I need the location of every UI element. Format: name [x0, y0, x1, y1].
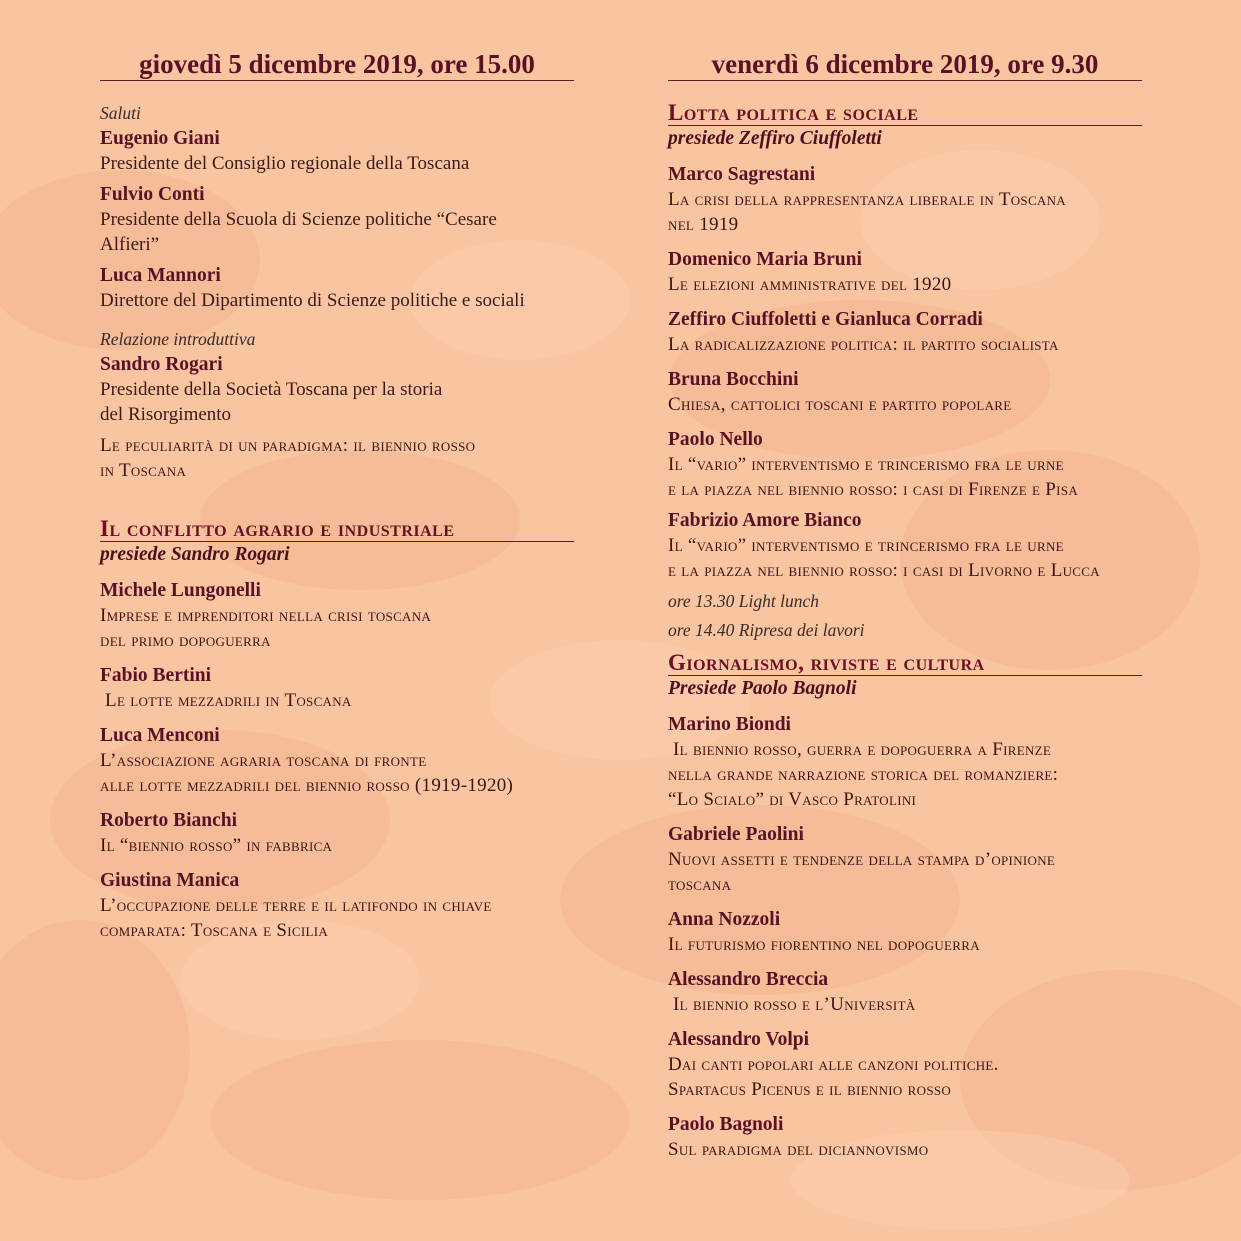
saluti-label: Saluti: [100, 103, 141, 123]
speaker-role: Presidente della Scuola di Scienze politiche “Cesare Alfieri”: [100, 209, 497, 255]
talk-item: [668, 162, 1142, 237]
talk-title: Nuovi assetti e tendenze della stampa d’opinione: [668, 849, 1056, 870]
talk-title: Imprese e imprenditori nella crisi toscana: [100, 605, 432, 626]
talk-title: Il biennio rosso e l’Università: [668, 994, 916, 1015]
talk-item: [668, 427, 1142, 502]
talk-title: La radicalizzazione politica: il partito socialista: [668, 334, 1059, 355]
talk-title: Il “biennio rosso” in fabbrica: [100, 835, 333, 856]
talk-title: e la piazza nel biennio rosso: i casi di Firenze e Pisa: [668, 479, 1079, 500]
speaker-name: Marino Biondi: [668, 714, 791, 735]
talk-title: Il futurismo fiorentino nel dopoguerra: [668, 934, 980, 955]
speaker-name: Sandro Rogari: [100, 354, 223, 375]
talk-item: [668, 307, 1142, 357]
talk-title: Sul paradigma del diciannovismo: [668, 1139, 929, 1160]
talk-item: [668, 822, 1142, 897]
talk-item: [100, 578, 574, 653]
talk-item: [668, 367, 1142, 417]
talk-title: Il “vario” interventismo e trincerismo fra le urne: [668, 535, 1064, 556]
talk-title: L’occupazione delle terre e il latifondo in chiave: [100, 895, 492, 916]
session-title: Lotta politica e sociale: [668, 101, 1142, 126]
talk-item: [100, 868, 574, 943]
talk-title: Le lotte mezzadrili in Toscana: [100, 690, 352, 711]
thursday-column: [100, 48, 574, 943]
speaker-name: Gabriele Paolini: [668, 824, 804, 845]
session-title: Il conflitto agrario e industriale: [100, 517, 574, 542]
speaker-name: Marco Sagrestani: [668, 164, 816, 185]
speaker-name: Fulvio Conti: [100, 184, 205, 205]
talk-title: nella grande narrazione storica del romanziere:: [668, 764, 1059, 785]
talk-title: Spartacus Picenus e il biennio rosso: [668, 1079, 952, 1100]
speaker-name: Alessandro Volpi: [668, 1029, 810, 1050]
talk-title: “Lo Scialo” di Vasco Pratolini: [668, 789, 917, 810]
thursday-date-heading: giovedì 5 dicembre 2019, ore 15.00: [100, 48, 574, 81]
resume-note: ore 14.40 Ripresa dei lavori: [668, 620, 865, 640]
session-chair: presiede Sandro Rogari: [100, 544, 290, 565]
speaker-name: Bruna Bocchini: [668, 369, 799, 390]
talk-item: [668, 967, 1142, 1017]
talk-title: L’associazione agraria toscana di fronte: [100, 750, 427, 771]
speaker-name: Giustina Manica: [100, 870, 240, 891]
talk-title: Il biennio rosso, guerra e dopoguerra a Firenze: [668, 739, 1052, 760]
lunch-break: ore 13.30 Light lunch: [668, 591, 820, 611]
speaker-name: Roberto Bianchi: [100, 810, 238, 831]
speaker-name: Anna Nozzoli: [668, 909, 781, 930]
speaker-role: del Risorgimento: [100, 404, 232, 425]
speaker-role: Direttore del Dipartimento di Scienze politiche e sociali: [100, 290, 525, 311]
talk-title: nel 1919: [668, 214, 739, 235]
talk-title: Il “vario” interventismo e trincerismo fra le urne: [668, 454, 1064, 475]
talk-title: del primo dopoguerra: [100, 630, 271, 651]
session-chair: presiede Zeffiro Ciuffoletti: [668, 128, 882, 149]
talk-title: Le elezioni amministrative del 1920: [668, 274, 952, 295]
speaker-name: Eugenio Giani: [100, 128, 220, 149]
talk-item: [668, 1027, 1142, 1102]
speaker-name: Luca Mannori: [100, 265, 221, 286]
speaker-role: Presidente della Società Toscana per la storia: [100, 379, 443, 400]
talk-title: Chiesa, cattolici toscani e partito popolare: [668, 394, 1012, 415]
friday-column: [668, 48, 1142, 1162]
talk-item: [668, 247, 1142, 297]
talk-item: [668, 508, 1142, 583]
session-title: Giornalismo, riviste e cultura: [668, 651, 1142, 676]
speaker-name: Michele Lungonelli: [100, 580, 261, 601]
speaker-role: Presidente del Consiglio regionale della Toscana: [100, 153, 470, 174]
session-chair: Presiede Paolo Bagnoli: [668, 678, 857, 699]
talk-item: [668, 712, 1142, 812]
talk-title: comparata: Toscana e Sicilia: [100, 920, 329, 941]
talk-title: alle lotte mezzadrili del biennio rosso (1919-1920): [100, 775, 514, 796]
talk-title: Dai canti popolari alle canzoni politiche.: [668, 1054, 999, 1075]
friday-date-heading: venerdì 6 dicembre 2019, ore 9.30: [668, 48, 1142, 81]
talk-title: in Toscana: [100, 460, 187, 481]
speaker-name: Fabrizio Amore Bianco: [668, 510, 862, 531]
speaker-name: Paolo Nello: [668, 429, 763, 450]
speaker-name: Luca Menconi: [100, 725, 220, 746]
talk-item: [668, 907, 1142, 957]
talk-title: Le peculiarità di un paradigma: il biennio rosso: [100, 435, 476, 456]
speaker-name: Zeffiro Ciuffoletti e Gianluca Corradi: [668, 309, 983, 330]
speaker-name: Paolo Bagnoli: [668, 1114, 784, 1135]
talk-item: [100, 663, 574, 713]
talk-item: [668, 1112, 1142, 1162]
speaker-name: Alessandro Breccia: [668, 969, 829, 990]
talk-item: [100, 723, 574, 798]
talk-title: La crisi della rappresentanza liberale in Toscana: [668, 189, 1066, 210]
talk-title: e la piazza nel biennio rosso: i casi di Livorno e Lucca: [668, 560, 1100, 581]
talk-item: [100, 808, 574, 858]
intro-label: Relazione introduttiva: [100, 329, 256, 349]
talk-title: toscana: [668, 874, 732, 895]
speaker-name: Domenico Maria Bruni: [668, 249, 862, 270]
speaker-name: Fabio Bertini: [100, 665, 212, 686]
